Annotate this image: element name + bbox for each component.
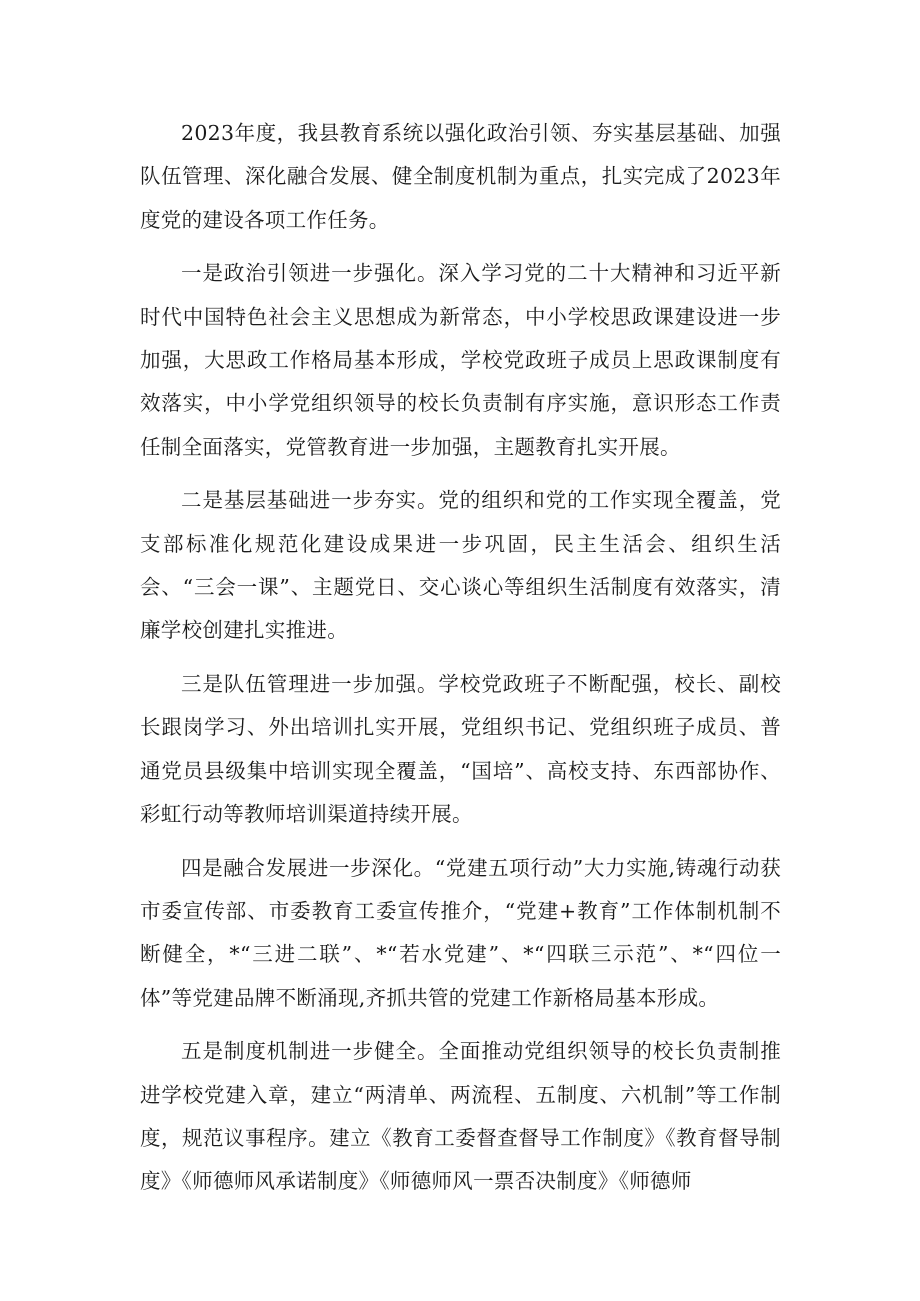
paragraph-institutional-mechanisms: 五是制度机制进一步健全。全面推动党组织领导的校长负责制推进学校党建入章，建立“两清单、两流程、五制度、六机制”等工作制度，规范议事程序。建立《教育工委督查督导工作制度》《教育督导制度》《师德师风承诺制度》《师德师风一票否决制度》《师德师: [140, 1039, 781, 1194]
paragraph-team-management: 三是队伍管理进一步加强。学校党政班子不断配强，校长、副校长跟岗学习、外出培训扎实开展，党组织书记、党组织班子成员、普通党员县级集中培训实现全覆盖，“国培”、高校支持、东西部协作、彩虹行动等教师培训渠道持续开展。: [140, 671, 781, 827]
paragraph-grassroots-foundation: 二是基层基础进一步夯实。党的组织和党的工作实现全覆盖，党支部标准化规范化建设成果进一步巩固，民主生活会、组织生活会、“三会一课”、主题党日、交心谈心等组织生活制度有效落实，清廉学校创建扎实推进。: [140, 488, 781, 643]
paragraph-intro: 2023年度，我县教育系统以强化政治引领、夯实基层基础、加强队伍管理、深化融合发展、健全制度机制为重点，扎实完成了2023年度党的建设各项工作任务。: [140, 121, 781, 232]
paragraph-integrated-development: 四是融合发展进一步深化。“党建五项行动”大力实施,铸魂行动获市委宣传部、市委教育工委宣传推介，“党建+教育”工作体制机制不断健全，*“三进二联”、*“若水党建”、*“四联三示范”、*“四位一体”等党建品牌不断涌现,齐抓共管的党建工作新格局基本形成。: [140, 855, 781, 1010]
document-body: [140, 112, 781, 1214]
paragraph-political-leadership: 一是政治引领进一步强化。深入学习党的二十大精神和习近平新时代中国特色社会主义思想成为新常态，中小学校思政课建设进一步加强，大思政工作格局基本形成，学校党政班子成员上思政课制度有效落实，中小学党组织领导的校长负责制有序实施，意识形态工作责任制全面落实，党管教育进一步加强，主题教育扎实开展。: [140, 261, 781, 459]
